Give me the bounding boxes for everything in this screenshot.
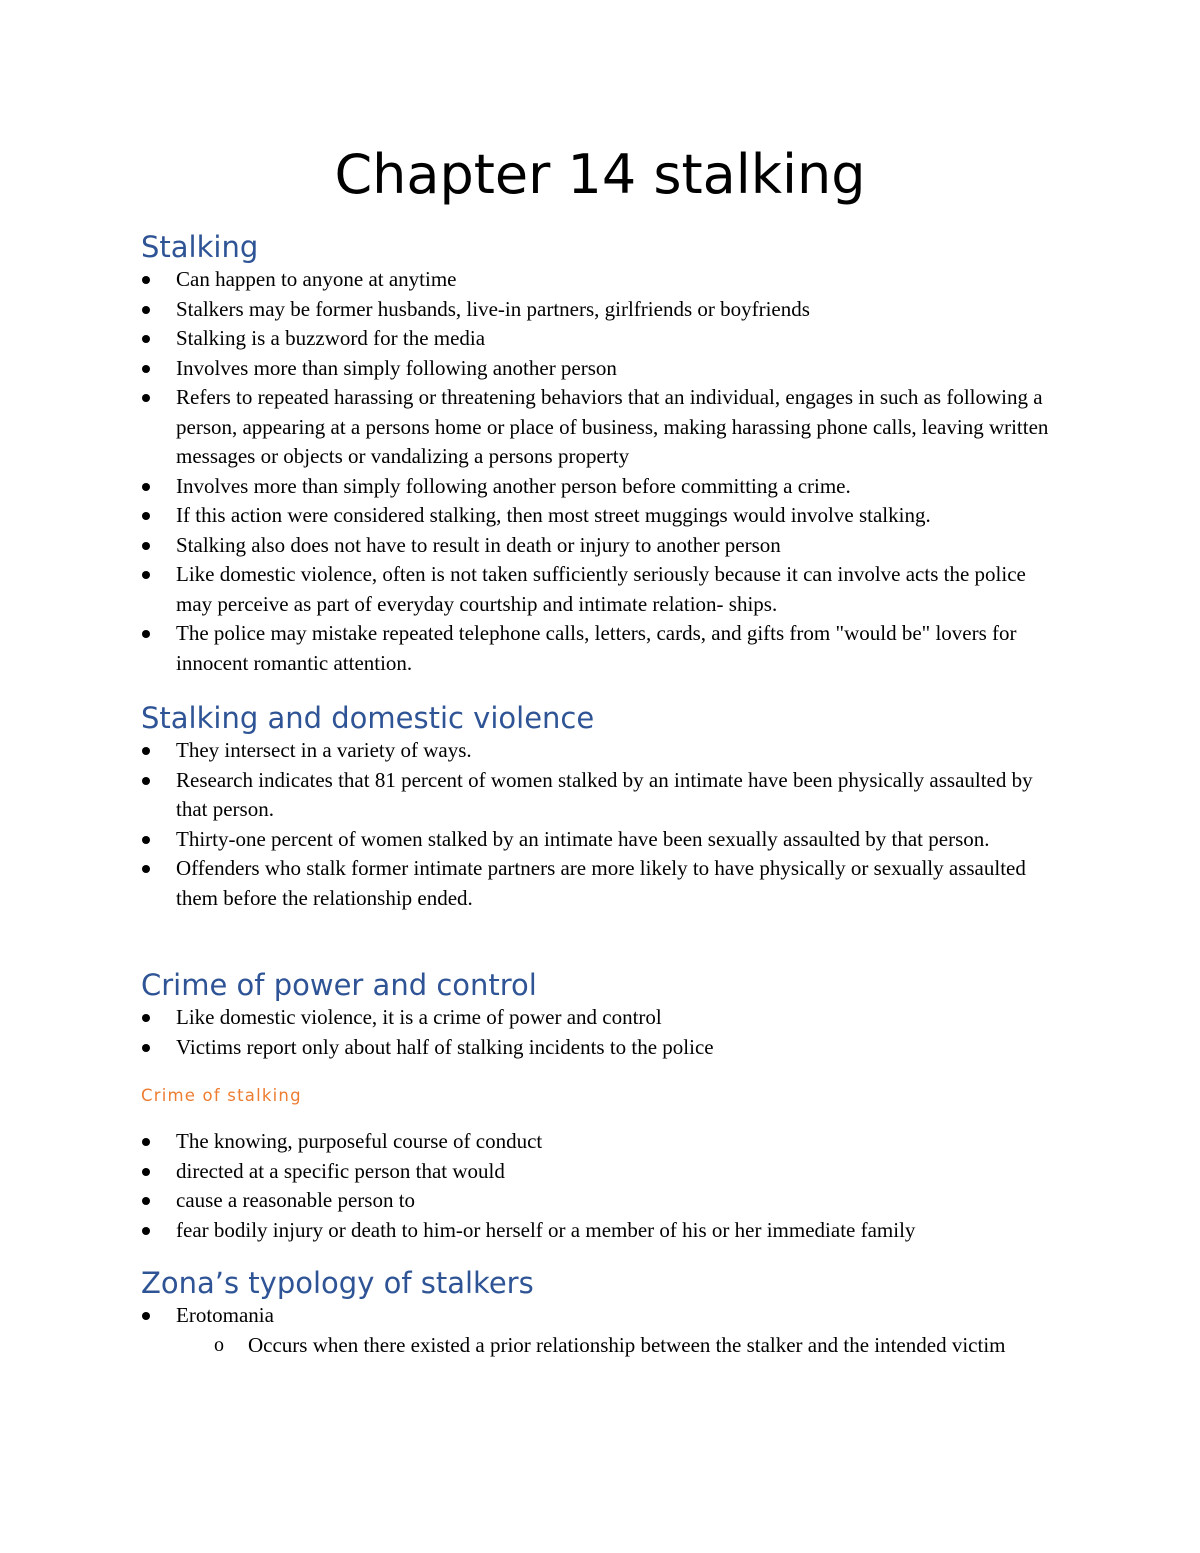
section-heading: Zona’s typology of stalkers xyxy=(141,1266,534,1300)
bullet-icon xyxy=(142,630,150,638)
section-stalking-domestic-violence xyxy=(0,700,1200,913)
list-item xyxy=(0,295,1052,325)
section-zona-typology xyxy=(0,1265,1200,1360)
list-item xyxy=(0,766,1052,825)
list-item xyxy=(0,265,1052,295)
list-item-text: Stalking also does not have to result in death or injury to another person xyxy=(176,532,781,557)
section-heading: Stalking xyxy=(141,230,259,264)
list-item xyxy=(0,531,1052,561)
list-item xyxy=(0,324,1052,354)
list-item-text: fear bodily injury or death to him-or herself or a member of his or her immediate family xyxy=(176,1217,916,1242)
bullet-icon xyxy=(142,542,150,550)
bullet-icon xyxy=(142,1312,150,1320)
list-item-text: Stalking is a buzzword for the media xyxy=(176,326,486,350)
sub-bullet-list xyxy=(176,1331,1052,1361)
bullet-icon xyxy=(142,1044,150,1052)
list-item-text: Like domestic violence, it is a crime of power and control xyxy=(176,1005,662,1029)
bullet-icon xyxy=(142,276,150,284)
list-item-text: If this action were considered stalking, then most street muggings would involve stalking. xyxy=(176,503,931,527)
sub-list-item xyxy=(214,1331,1048,1361)
section-heading: Crime of power and control xyxy=(141,968,537,1002)
list-item xyxy=(0,825,1052,855)
list-item-text: Can happen to anyone at anytime xyxy=(176,267,457,291)
list-item-text: Stalkers may be former husbands, live-in partners, girlfriends or boyfriends xyxy=(176,296,810,321)
list-item xyxy=(0,560,1052,619)
bullet-list xyxy=(0,1003,1200,1062)
list-item-text: They intersect in a variety of ways. xyxy=(176,738,472,762)
bullet-icon xyxy=(142,1227,150,1235)
bullet-icon xyxy=(142,483,150,491)
bullet-icon xyxy=(142,394,150,402)
list-item xyxy=(0,1127,1052,1157)
list-item xyxy=(0,1033,1052,1063)
list-item-text: The police may mistake repeated telephone calls, letters, cards, and gifts from "would be" lovers for innocent romantic attention. xyxy=(176,621,1017,675)
bullet-list xyxy=(0,1127,1200,1245)
bullet-icon xyxy=(142,1138,150,1146)
bullet-icon xyxy=(142,836,150,844)
bullet-icon xyxy=(142,865,150,873)
list-item-text: Offenders who stalk former intimate partners are more likely to have physically or sexually assaulted them before the relationship ended. xyxy=(176,856,1026,910)
list-item xyxy=(0,354,1052,384)
list-item-text: directed at a specific person that would xyxy=(176,1158,505,1183)
list-item xyxy=(0,736,1052,766)
list-item-text: Involves more than simply following another person xyxy=(176,355,617,380)
section-heading: Stalking and domestic violence xyxy=(141,701,595,735)
list-item xyxy=(0,1003,1052,1033)
list-item xyxy=(0,1186,1052,1216)
bullet-icon xyxy=(142,1197,150,1205)
list-item-text: The knowing, purposeful course of conduct xyxy=(176,1129,543,1153)
bullet-icon xyxy=(142,747,150,755)
bullet-list xyxy=(0,736,1200,913)
list-item xyxy=(0,1216,1052,1246)
circle-bullet-icon: o xyxy=(214,1333,224,1356)
bullet-icon xyxy=(142,365,150,373)
list-item xyxy=(0,854,1052,913)
bullet-icon xyxy=(142,306,150,314)
bullet-icon xyxy=(142,335,150,343)
bullet-icon xyxy=(142,1014,150,1022)
bullet-icon xyxy=(142,1168,150,1176)
list-item xyxy=(0,1157,1052,1187)
section-stalking xyxy=(0,229,1200,678)
list-item xyxy=(0,1301,1052,1360)
list-item-text: Victims report only about half of stalking incidents to the police xyxy=(176,1034,714,1059)
list-item-text: Refers to repeated harassing or threatening behaviors that an individual, engages in such as following a person, appearing at a persons home or place of business, making harassing phone calls, leaving written messages or objects or vandalizing a persons property xyxy=(176,385,1049,468)
list-item-text: cause a reasonable person to xyxy=(176,1188,416,1212)
list-item xyxy=(0,383,1052,472)
document-title: Chapter 14 stalking xyxy=(334,143,866,206)
list-item xyxy=(0,501,1052,531)
list-item-text: Erotomania xyxy=(176,1303,274,1327)
subsection-heading: Crime of stalking xyxy=(141,1086,302,1105)
list-item-text: Involves more than simply following another person before committing a crime. xyxy=(176,473,851,498)
list-item xyxy=(0,619,1052,678)
bullet-icon xyxy=(142,571,150,579)
bullet-list xyxy=(0,265,1200,678)
section-crime-of-stalking xyxy=(0,1085,1200,1245)
list-item-text: Thirty-one percent of women stalked by an intimate have been sexually assaulted by that person. xyxy=(176,826,990,851)
bullet-list xyxy=(0,1301,1200,1360)
list-item-text: Research indicates that 81 percent of women stalked by an intimate have been physically assaulted by that person. xyxy=(176,767,1033,821)
list-item xyxy=(0,472,1052,502)
sub-list-item-text: Occurs when there existed a prior relationship between the stalker and the intended victim xyxy=(248,1332,1006,1357)
section-power-and-control xyxy=(0,967,1200,1062)
bullet-icon xyxy=(142,512,150,520)
bullet-icon xyxy=(142,777,150,785)
list-item-text: Like domestic violence, often is not taken sufficiently seriously because it can involve acts the police may perceive as part of everyday courtship and intimate relation- ships. xyxy=(176,562,1026,616)
